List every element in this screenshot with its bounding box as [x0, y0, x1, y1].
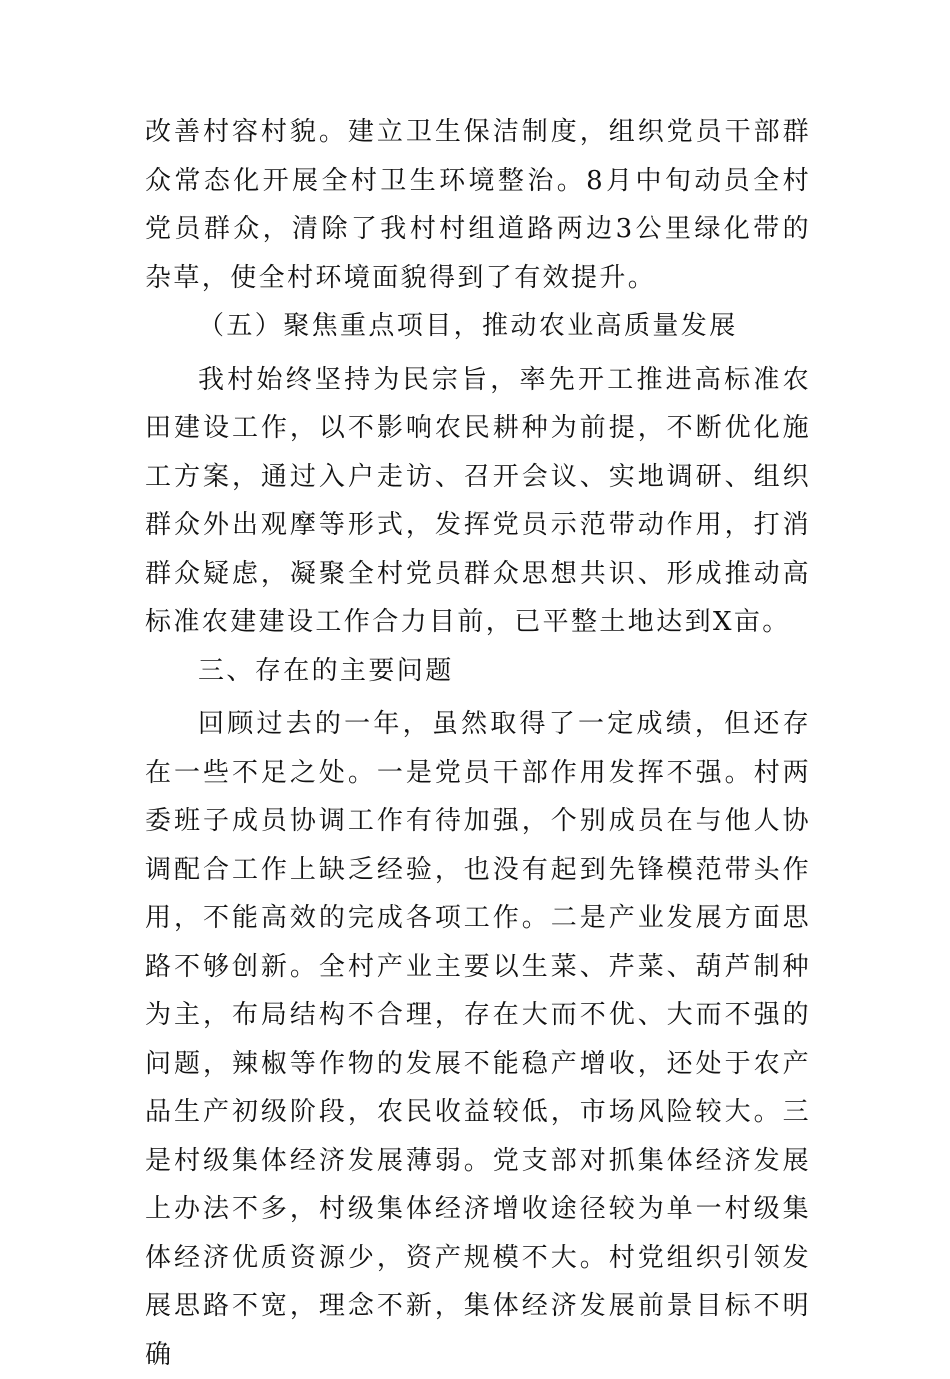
paragraph-village-appearance: 改善村容村貌。建立卫生保洁制度，组织党员干部群众常态化开展全村卫生环境整治。8月中旬动员全村党员群众，清除了我村村组道路两边3公里绿化带的杂草，使全村环境面貌得到了有效提升。	[145, 117, 811, 293]
document-page	[145, 108, 811, 1379]
section-heading-five: （五）聚焦重点项目，推动农业高质量发展	[198, 311, 738, 341]
paragraph-problems: 回顾过去的一年，虽然取得了一定成绩，但还存在一些不足之处。一是党员干部作用发挥不强。村两委班子成员协调工作有待加强，个别成员在与他人协调配合工作上缺乏经验，也没有起到先锋模范带头作用，不能高效的完成各项工作。二是产业发展方面思路不够创新。全村产业主要以生菜、芹菜、葫芦制种为主，布局结构不合理，存在大而不优、大而不强的问题，辣椒等作物的发展不能稳产增收，还处于农产品生产初级阶段，农民收益较低，市场风险较大。三是村级集体经济发展薄弱。党支部对抓集体经济发展上办法不多，村级集体经济增收途径较为单一村级集体经济优质资源少，资产规模不大。村党组织引领发展思路不宽，理念不新，集体经济发展前景目标不明确	[145, 709, 811, 1370]
paragraph-farmland-project: 我村始终坚持为民宗旨，率先开工推进高标准农田建设工作，以不影响农民耕种为前提，不断优化施工方案，通过入户走访、召开会议、实地调研、组织群众外出观摩等形式，发挥党员示范带动作用，打消群众疑虑，凝聚全村党员群众思想共识、形成推动高标准农建建设工作合力目前，已平整土地达到X亩。	[145, 364, 811, 637]
section-heading-problems: 三、存在的主要问题	[198, 655, 454, 686]
